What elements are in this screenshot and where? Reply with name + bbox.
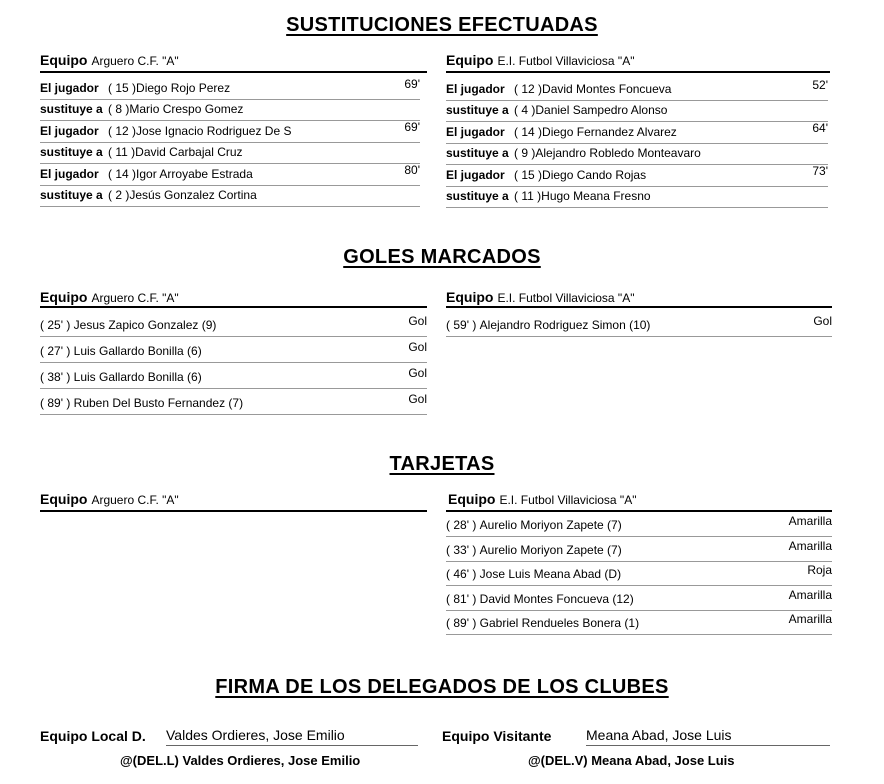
sub-in-num: 14 — [115, 167, 129, 181]
sub-in-num: 14 — [521, 125, 535, 139]
cards-home-rule — [40, 510, 427, 512]
sub-out-player: David Carbajal Cruz — [135, 145, 243, 159]
card-row-player: David Montes Foncueva (12) — [479, 591, 634, 606]
sub-out-number: ( 2 ) — [108, 188, 130, 202]
card-row-type: Amarilla — [788, 612, 832, 626]
sub-in-label: El jugador — [446, 168, 505, 182]
sub-out-num: 11 — [521, 189, 534, 203]
card-row-type: Amarilla — [788, 587, 832, 602]
goal-row-type: Gol — [813, 314, 832, 328]
cards-home-team: Equipo Arguero C.F. "A" — [40, 491, 179, 507]
home-delegate-label: Equipo Local D. — [40, 728, 146, 744]
cards-away-team: Equipo E.I. Futbol Villaviciosa "A" — [448, 491, 637, 507]
card-row-player: Aurelio Moriyon Zapete (7) — [479, 542, 622, 557]
sub-out-num: 11 — [115, 145, 128, 159]
card-row-type: Amarilla — [788, 514, 832, 528]
sub-in-number: ( 15 ) — [514, 168, 543, 182]
goal-row-minute: ( 27' ) — [40, 344, 74, 358]
card-row-minute: ( 81' ) — [446, 591, 480, 606]
sub-out-number: ( 4 ) — [514, 103, 536, 117]
goals-away-rule — [446, 306, 832, 308]
event-minute: 81' — [453, 591, 469, 606]
sub-out-label: sustituye a — [40, 188, 103, 202]
sub-out-player: Daniel Sampedro Alonso — [535, 103, 668, 117]
card-row-type: Amarilla — [788, 538, 832, 553]
heading-signatures: FIRMA DE LOS DELEGADOS DE LOS CLUBES — [215, 676, 669, 698]
goal-row — [40, 394, 427, 415]
sub-minute: 64' — [812, 121, 828, 135]
card-row-minute: ( 28' ) — [446, 518, 480, 532]
sub-in-row — [40, 165, 420, 186]
sub-in-row — [40, 122, 420, 143]
home-delegate-signature: @(DEL.L) Valdes Ordieres, Jose Emilio — [120, 753, 361, 768]
sub-in-num: 15 — [115, 81, 129, 95]
sub-in-label: El jugador — [446, 82, 505, 96]
event-minute: 59' — [453, 318, 469, 332]
subs-home-rule — [40, 71, 427, 73]
away-delegate-name: Meana Abad, Jose Luis — [586, 727, 830, 746]
card-row — [446, 614, 832, 635]
card-row-minute: ( 33' ) — [446, 542, 480, 557]
event-minute: 46' — [453, 567, 469, 581]
subs-home-team: Equipo Arguero C.F. "A" — [40, 52, 179, 68]
goal-row-minute: ( 38' ) — [40, 370, 74, 384]
goal-row-type: Gol — [408, 366, 427, 380]
goal-row-player: Luis Gallardo Bonilla (6) — [73, 370, 202, 384]
event-minute: 33' — [453, 542, 469, 557]
sub-in-number: ( 15 ) — [108, 81, 137, 95]
sub-out-num: 2 — [115, 188, 123, 202]
sub-in-player: Diego Cando Rojas — [542, 168, 647, 182]
sub-out-number: ( 11 ) — [514, 189, 542, 203]
cards-away-rule — [446, 510, 832, 512]
event-minute: 89' — [47, 396, 63, 410]
goal-row-minute: ( 59' ) — [446, 318, 480, 332]
event-minute: 89' — [453, 616, 469, 630]
sub-in-row — [446, 166, 828, 187]
sub-in-label: El jugador — [40, 167, 99, 181]
card-row — [446, 516, 832, 537]
sub-out-player: Jesús Gonzalez Cortina — [129, 188, 257, 202]
sub-in-num: 12 — [521, 82, 535, 96]
heading-substitutions: SUSTITUCIONES EFECTUADAS — [286, 14, 598, 36]
away-delegate-signature: @(DEL.V) Meana Abad, Jose Luis — [528, 753, 735, 768]
subs-away-rule — [446, 71, 830, 73]
goal-row — [40, 316, 427, 337]
sub-in-label: El jugador — [446, 125, 505, 139]
sub-in-player: Diego Rojo Perez — [136, 81, 231, 95]
sub-out-num: 9 — [521, 146, 529, 160]
sub-minute: 52' — [812, 78, 828, 92]
sub-out-number: ( 11 ) — [108, 145, 136, 159]
goal-row — [40, 342, 427, 363]
away-delegate-label: Equipo Visitante — [442, 728, 552, 744]
card-row — [446, 538, 832, 562]
goals-away-team: Equipo E.I. Futbol Villaviciosa "A" — [446, 289, 635, 305]
goal-row-player: Jesus Zapico Gonzalez (9) — [73, 318, 217, 332]
sub-in-label: El jugador — [40, 124, 99, 138]
sub-out-label: sustituye a — [446, 146, 509, 160]
sub-out-row — [40, 143, 420, 164]
sub-out-row — [446, 144, 828, 165]
sub-in-row — [446, 80, 828, 101]
goals-home-rule — [40, 306, 427, 308]
heading-goals: GOLES MARCADOS — [343, 246, 541, 268]
heading-cards: TARJETAS — [389, 453, 495, 475]
sub-out-label: sustituye a — [40, 102, 103, 116]
event-minute: 25' — [47, 318, 63, 332]
sub-in-row — [446, 123, 828, 144]
sub-in-number: ( 12 ) — [514, 82, 543, 96]
sub-out-row — [40, 186, 420, 207]
sub-out-label: sustituye a — [446, 189, 509, 203]
sub-in-num: 15 — [521, 168, 535, 182]
card-row-player: Jose Luis Meana Abad (D) — [479, 567, 622, 581]
goal-row — [40, 368, 427, 389]
sub-out-player: Alejandro Robledo Monteavaro — [535, 146, 701, 160]
subs-away-team: Equipo E.I. Futbol Villaviciosa "A" — [446, 52, 635, 68]
sub-out-row — [446, 101, 828, 122]
sub-out-num: 8 — [115, 102, 123, 116]
sub-minute: 69' — [404, 77, 420, 91]
sub-in-player: Igor Arroyabe Estrada — [136, 167, 253, 181]
home-delegate-name: Valdes Ordieres, Jose Emilio — [166, 727, 418, 746]
sub-out-number: ( 8 ) — [108, 102, 130, 116]
card-row-player: Aurelio Moriyon Zapete (7) — [479, 518, 622, 532]
card-row — [446, 587, 832, 611]
goal-row-player: Luis Gallardo Bonilla (6) — [73, 344, 202, 358]
goals-home-team: Equipo Arguero C.F. "A" — [40, 289, 179, 305]
sub-in-number: ( 14 ) — [514, 125, 543, 139]
sub-minute: 69' — [404, 120, 420, 134]
sub-in-num: 12 — [115, 124, 129, 138]
sub-out-label: sustituye a — [446, 103, 509, 117]
goal-row-minute: ( 25' ) — [40, 318, 74, 332]
sub-out-row — [40, 100, 420, 121]
card-row-minute: ( 46' ) — [446, 567, 480, 581]
card-row — [446, 565, 832, 586]
goal-row-type: Gol — [408, 340, 427, 354]
goal-row — [446, 316, 832, 337]
goal-row-player: Alejandro Rodriguez Simon (10) — [479, 318, 651, 332]
sub-in-label: El jugador — [40, 81, 99, 95]
card-row-type: Roja — [807, 563, 832, 577]
card-row-player: Gabriel Rendueles Bonera (1) — [479, 616, 640, 630]
goal-row-minute: ( 89' ) — [40, 396, 74, 410]
sub-out-number: ( 9 ) — [514, 146, 536, 160]
sub-in-player: Diego Fernandez Alvarez — [542, 125, 677, 139]
goal-row-player: Ruben Del Busto Fernandez (7) — [73, 396, 244, 410]
sub-in-player: David Montes Foncueva — [542, 82, 672, 96]
sub-out-num: 4 — [521, 103, 529, 117]
sub-minute: 80' — [404, 163, 420, 177]
sub-minute: 73' — [812, 164, 828, 178]
sub-out-player: Mario Crespo Gomez — [129, 102, 244, 116]
card-row-minute: ( 89' ) — [446, 616, 480, 630]
sub-in-number: ( 14 ) — [108, 167, 137, 181]
sub-in-player: Jose Ignacio Rodriguez De S — [136, 124, 292, 138]
goal-row-type: Gol — [408, 314, 427, 328]
event-minute: 27' — [47, 344, 63, 358]
sub-out-label: sustituye a — [40, 145, 103, 159]
event-minute: 38' — [47, 370, 63, 384]
sub-in-row — [40, 79, 420, 100]
sub-out-row — [446, 187, 828, 208]
sub-in-number: ( 12 ) — [108, 124, 137, 138]
sub-out-player: Hugo Meana Fresno — [541, 189, 651, 203]
event-minute: 28' — [453, 518, 469, 532]
goal-row-type: Gol — [408, 392, 427, 406]
